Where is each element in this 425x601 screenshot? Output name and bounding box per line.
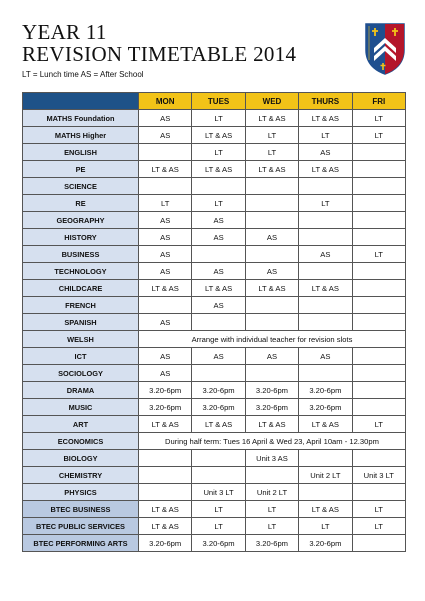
session-cell: LT	[352, 246, 405, 263]
subject-cell: BUSINESS	[23, 246, 139, 263]
session-cell	[245, 178, 298, 195]
session-cell: 3.20-6pm	[139, 535, 192, 552]
session-cell: LT	[245, 518, 298, 535]
session-cell: 3.20-6pm	[245, 399, 298, 416]
day-header-wed: WED	[245, 93, 298, 110]
subject-cell: ECONOMICS	[23, 433, 139, 450]
session-cell	[352, 484, 405, 501]
table-row	[23, 450, 406, 467]
title-line-2: REVISION TIMETABLE 2014	[22, 42, 297, 66]
session-cell: LT & AS	[299, 501, 352, 518]
session-cell: LT	[192, 195, 245, 212]
session-cell: 3.20-6pm	[245, 382, 298, 399]
session-cell	[352, 229, 405, 246]
session-cell: 3.20-6pm	[139, 382, 192, 399]
session-cell: LT & AS	[139, 518, 192, 535]
table-row	[23, 314, 406, 331]
table-row	[23, 195, 406, 212]
session-cell: LT	[245, 501, 298, 518]
table-row	[23, 280, 406, 297]
session-cell	[299, 229, 352, 246]
session-cell	[192, 178, 245, 195]
session-cell	[352, 263, 405, 280]
subject-cell: SOCIOLOGY	[23, 365, 139, 382]
session-cell	[299, 484, 352, 501]
session-cell	[352, 365, 405, 382]
session-cell: 3.20-6pm	[192, 399, 245, 416]
session-cell: LT	[352, 416, 405, 433]
session-cell: LT & AS	[299, 416, 352, 433]
subject-cell: BTEC BUSINESS	[23, 501, 139, 518]
session-cell	[299, 297, 352, 314]
subject-cell: GEOGRAPHY	[23, 212, 139, 229]
session-cell	[245, 297, 298, 314]
session-cell	[139, 450, 192, 467]
subject-cell: PHYSICS	[23, 484, 139, 501]
session-cell	[299, 365, 352, 382]
session-cell: LT & AS	[299, 280, 352, 297]
table-row	[23, 144, 406, 161]
session-cell	[139, 144, 192, 161]
session-cell	[139, 467, 192, 484]
revision-timetable	[22, 92, 406, 552]
subject-cell: TECHNOLOGY	[23, 263, 139, 280]
session-cell	[299, 178, 352, 195]
session-cell	[245, 212, 298, 229]
table-row	[23, 246, 406, 263]
subject-cell: ICT	[23, 348, 139, 365]
subject-cell: MATHS Foundation	[23, 110, 139, 127]
table-row	[23, 178, 406, 195]
session-cell: AS	[139, 229, 192, 246]
session-cell	[245, 195, 298, 212]
session-cell: 3.20-6pm	[299, 399, 352, 416]
session-cell: 3.20-6pm	[192, 382, 245, 399]
subject-cell: CHILDCARE	[23, 280, 139, 297]
session-cell: LT & AS	[192, 127, 245, 144]
session-cell: AS	[299, 246, 352, 263]
subject-cell: BTEC PERFORMING ARTS	[23, 535, 139, 552]
session-cell: LT	[352, 518, 405, 535]
session-cell: LT & AS	[192, 280, 245, 297]
session-cell: LT	[352, 127, 405, 144]
subject-cell: ENGLISH	[23, 144, 139, 161]
table-row	[23, 229, 406, 246]
session-cell	[192, 467, 245, 484]
session-cell	[139, 297, 192, 314]
session-cell: LT	[352, 501, 405, 518]
session-cell: 3.20-6pm	[245, 535, 298, 552]
school-crest-logo	[362, 20, 408, 76]
title-line-1: YEAR 11	[22, 20, 107, 44]
session-cell: AS	[139, 246, 192, 263]
session-cell: AS	[139, 110, 192, 127]
session-cell	[192, 246, 245, 263]
table-row	[23, 161, 406, 178]
session-cell: LT	[245, 127, 298, 144]
subject-cell: DRAMA	[23, 382, 139, 399]
table-row	[23, 127, 406, 144]
session-cell	[299, 314, 352, 331]
day-header-fri: FRI	[352, 93, 405, 110]
session-cell: Unit 3 AS	[245, 450, 298, 467]
session-cell: LT & AS	[139, 280, 192, 297]
session-cell: AS	[192, 297, 245, 314]
session-cell	[192, 314, 245, 331]
session-cell	[352, 450, 405, 467]
session-cell: AS	[192, 348, 245, 365]
header-row	[23, 93, 406, 110]
page-title	[22, 21, 296, 65]
session-cell: AS	[139, 263, 192, 280]
session-cell: Unit 3 LT	[352, 467, 405, 484]
session-cell: AS	[245, 263, 298, 280]
day-header-thurs: THURS	[299, 93, 352, 110]
subject-cell: RE	[23, 195, 139, 212]
header-corner	[23, 93, 139, 110]
session-cell	[299, 450, 352, 467]
session-cell: 3.20-6pm	[192, 535, 245, 552]
table-row	[23, 212, 406, 229]
session-cell	[352, 212, 405, 229]
table-row	[23, 348, 406, 365]
session-cell	[352, 382, 405, 399]
session-cell: 3.20-6pm	[139, 399, 192, 416]
table-row	[23, 535, 406, 552]
session-cell	[352, 348, 405, 365]
session-cell: AS	[245, 229, 298, 246]
session-cell: LT & AS	[139, 416, 192, 433]
table-row	[23, 518, 406, 535]
subject-cell: CHEMISTRY	[23, 467, 139, 484]
subject-cell: MATHS Higher	[23, 127, 139, 144]
session-cell: LT	[139, 195, 192, 212]
session-cell	[352, 280, 405, 297]
session-cell: AS	[139, 127, 192, 144]
session-cell	[352, 535, 405, 552]
session-cell: LT & AS	[299, 110, 352, 127]
table-row	[23, 331, 406, 348]
session-cell: AS	[139, 212, 192, 229]
table-row	[23, 365, 406, 382]
subject-cell: FRENCH	[23, 297, 139, 314]
subject-cell: HISTORY	[23, 229, 139, 246]
session-cell	[299, 263, 352, 280]
session-cell: AS	[192, 229, 245, 246]
session-cell: Unit 3 LT	[192, 484, 245, 501]
session-cell: LT	[192, 144, 245, 161]
session-cell: LT & AS	[245, 280, 298, 297]
legend: LT = Lunch time AS = After School	[22, 70, 144, 79]
subject-cell: PE	[23, 161, 139, 178]
session-cell	[245, 467, 298, 484]
session-cell: LT	[299, 518, 352, 535]
session-cell: LT & AS	[245, 416, 298, 433]
table-row	[23, 501, 406, 518]
merged-note-cell: Arrange with individual teacher for revision slots	[139, 331, 406, 348]
session-cell: AS	[192, 263, 245, 280]
session-cell	[352, 144, 405, 161]
table-row	[23, 399, 406, 416]
session-cell	[139, 484, 192, 501]
session-cell	[192, 365, 245, 382]
day-header-tues: TUES	[192, 93, 245, 110]
session-cell	[299, 212, 352, 229]
session-cell	[352, 297, 405, 314]
session-cell	[245, 314, 298, 331]
table-row	[23, 382, 406, 399]
session-cell: AS	[245, 348, 298, 365]
session-cell: LT	[299, 127, 352, 144]
session-cell: LT	[352, 110, 405, 127]
session-cell	[352, 161, 405, 178]
session-cell	[192, 450, 245, 467]
session-cell: LT & AS	[139, 161, 192, 178]
session-cell: LT & AS	[245, 161, 298, 178]
session-cell	[245, 246, 298, 263]
merged-note-cell: During half term: Tues 16 April & Wed 23, April 10am - 12.30pm	[139, 433, 406, 450]
session-cell: AS	[139, 348, 192, 365]
session-cell: AS	[299, 144, 352, 161]
subject-cell: MUSIC	[23, 399, 139, 416]
session-cell: LT & AS	[299, 161, 352, 178]
session-cell: LT	[245, 144, 298, 161]
session-cell	[139, 178, 192, 195]
session-cell: 3.20-6pm	[299, 382, 352, 399]
table-row	[23, 416, 406, 433]
table-row	[23, 484, 406, 501]
session-cell: LT & AS	[192, 161, 245, 178]
session-cell	[352, 314, 405, 331]
subject-cell: BIOLOGY	[23, 450, 139, 467]
session-cell: AS	[192, 212, 245, 229]
session-cell	[352, 178, 405, 195]
session-cell	[352, 399, 405, 416]
session-cell: LT & AS	[192, 416, 245, 433]
table-row	[23, 467, 406, 484]
session-cell: AS	[139, 365, 192, 382]
session-cell: Unit 2 LT	[245, 484, 298, 501]
table-row	[23, 263, 406, 280]
day-header-mon: MON	[139, 93, 192, 110]
session-cell: LT	[299, 195, 352, 212]
session-cell: LT	[192, 501, 245, 518]
subject-cell: BTEC PUBLIC SERVICES	[23, 518, 139, 535]
session-cell: Unit 2 LT	[299, 467, 352, 484]
session-cell: LT & AS	[245, 110, 298, 127]
session-cell: 3.20-6pm	[299, 535, 352, 552]
table-row	[23, 297, 406, 314]
subject-cell: WELSH	[23, 331, 139, 348]
session-cell: LT	[192, 518, 245, 535]
session-cell: AS	[299, 348, 352, 365]
session-cell: AS	[139, 314, 192, 331]
session-cell: LT	[192, 110, 245, 127]
subject-cell: SPANISH	[23, 314, 139, 331]
session-cell: LT & AS	[139, 501, 192, 518]
session-cell	[352, 195, 405, 212]
table-row	[23, 433, 406, 450]
session-cell	[245, 365, 298, 382]
subject-cell: SCIENCE	[23, 178, 139, 195]
table-row	[23, 110, 406, 127]
subject-cell: ART	[23, 416, 139, 433]
